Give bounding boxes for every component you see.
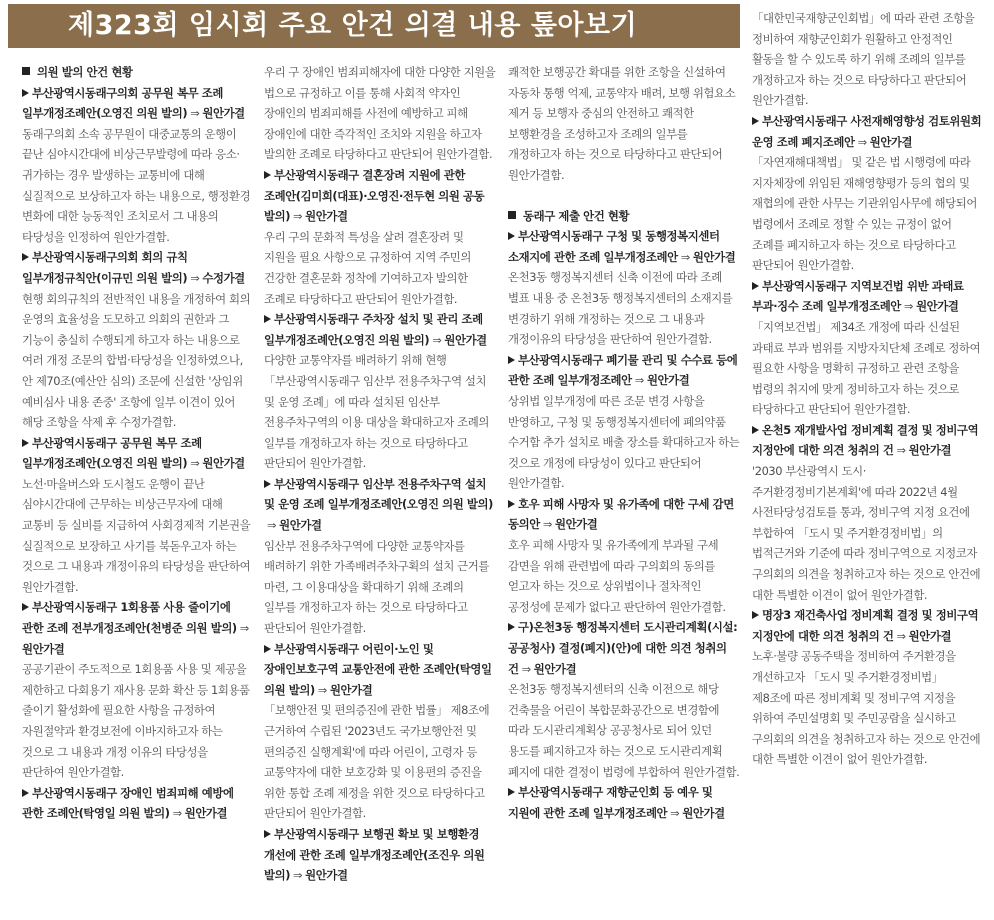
triangle-bullet-icon [22, 253, 29, 261]
agenda-item [22, 433, 252, 474]
agenda-result: 원안가결 [305, 209, 348, 224]
agenda-result: 원안가결 [444, 332, 487, 347]
right-arrow-icon: ⇒ [680, 249, 690, 264]
triangle-bullet-icon [22, 789, 29, 797]
agenda-body: 현행 회의규칙의 전반적인 내용을 개정하여 회의 운영의 효율성을 도모하고 의회의 권한과 그 기능이 충실히 수행되게 하고자 하는 내용으로 여러 개정 조문의 합법·타당성을 인정하였으나, 안 제70조(예산안 심의) 조문에 신설한 '상임위 예비심사 내용 존중' 조항에 일부 이견이 있어 해당 조항을 삭제 후 수정가결함. [22, 291, 251, 430]
triangle-bullet-icon [22, 89, 29, 97]
title-banner [8, 4, 740, 48]
agenda-title: 부산광역시동래구 폐기물 관리 및 수수료 등에 관한 조례 일부개정조례안 [508, 352, 738, 388]
agenda-title: 부산광역시동래구 1회용품 사용 줄이기에 관한 조례 전부개정조례안(천병준 의원 발의) [22, 600, 237, 636]
agenda-title: 호우 피해 사망자 및 유가족에 대한 구세 감면 동의안 [508, 496, 734, 532]
triangle-bullet-icon [264, 645, 271, 653]
right-arrow-icon: ⇒ [190, 270, 200, 285]
page-title: 제323회 임시회 주요 안건 의결 내용 톺아보기 [68, 10, 638, 41]
agenda-item [752, 420, 984, 461]
agenda-body: 우리 구 장애인 범죄피해자에 대한 다양한 지원을 법으로 규정하고 이를 통해 사회적 약자인 장애인의 범죄피해를 사전에 예방하고 피해 장애인에 대한 즉각적인 조치와 지원을 하고자 발의한 조례로 타당하다고 판단되어 원안가결함. [264, 65, 496, 162]
agenda-title: 부산광역시동래구 구청 및 동행정복지센터 소재지에 관한 조례 일부개정조례안 [508, 229, 720, 264]
agenda-body: 호우 피해 사망자 및 유가족에게 부과될 구세 감면을 위해 관련법에 따라 구의회의 동의를 얻고자 하는 것으로 상위법이나 절차적인 공정성에 문제가 없다고 판단하여 원안가결함. [508, 538, 726, 614]
agenda-result: 원안가결 [305, 868, 348, 883]
column-2 [264, 62, 496, 886]
agenda-body: 다양한 교통약자를 배려하기 위해 현행 「부산광역시동래구 임산부 전용주차구역 설치 및 운영 조례」에 따라 설치된 임산부 전용주차구역의 이용 대상을 확대하고자 조례의 일부를 개정하고자 하는 것으로 타당하다고 판단되어 원안가결함. [264, 353, 489, 471]
agenda-title: 부산광역시동래구의회 공무원 복무 조례 일부개정조례안(오영진 의원 발의) [22, 85, 223, 121]
agenda-result: 원안가결 [533, 661, 577, 676]
triangle-bullet-icon [264, 830, 271, 838]
agenda-item [508, 494, 740, 535]
right-arrow-icon: ⇒ [896, 628, 906, 643]
triangle-bullet-icon [22, 439, 29, 447]
agenda-body: '2030 부산광역시 도시·주거환경정비기본계획'에 따라 2022년 4월 사전타당성검토를 통과, 정비구역 지정 요건에 부합하여 「도시 및 주거환경정비법」의 법적근거와 기준에 따라 정비구역으로 지정코자 구의회의 의견을 청취하고자 하는 것으로 안건에 대한 특별한 이견이 없어 원안가결함. [752, 464, 981, 602]
agenda-result: 원안가결 [554, 517, 598, 532]
agenda-result: 원안가결 [279, 518, 322, 533]
agenda-item [508, 617, 740, 679]
agenda-item [264, 309, 496, 350]
agenda-body: 「대한민국재향군인회법」에 따라 관련 조항을 정비하여 재향군인회가 원활하고 안정적인 활동을 할 수 있도록 하기 위해 조례의 일부를 개정하고자 하는 것으로 타당하다고 판단되어 원안가결함. [752, 11, 975, 108]
agenda-body: 온천3동 행정복지센터의 신축 이전으로 해당 건축물을 어린이 복합문화공간으로 변경함에 따라 도시관리계획상 공공청사로 되어 있던 용도를 폐지하고자 하는 것으로 도시관리계획 폐지에 대한 결정이 법령에 부합하여 원안가결함. [508, 682, 740, 779]
right-arrow-icon: ⇒ [670, 805, 680, 820]
triangle-bullet-icon [22, 603, 29, 611]
agenda-result: 원안가결 [329, 682, 373, 697]
agenda-title: 부산광역시동래구 주차장 설치 및 관리 조례 일부개정조례안(오영진 의원 발의) [264, 312, 483, 347]
right-arrow-icon: ⇒ [317, 682, 327, 697]
agenda-body: 「자연재해대책법」 및 같은 법 시행령에 따라 지자체장에 위임된 재해영향평가 등의 협의 및 재협의에 관한 사무는 기관위임사무에 해당되어 법령에서 조례로 정할 수 있는 규정이 없어 조례를 폐지하고자 하는 것으로 타당하다고 판단되어 원안가결함. [752, 155, 977, 273]
triangle-bullet-icon [508, 356, 515, 364]
agenda-item [264, 639, 496, 701]
agenda-title: 부산광역시동래구 임산부 전용주차구역 설치 및 운영 조례 일부개정조례안(오영진 의원 발의) [264, 476, 493, 512]
right-arrow-icon: ⇒ [239, 621, 249, 636]
right-arrow-icon: ⇒ [432, 332, 442, 347]
triangle-bullet-icon [508, 623, 515, 631]
agenda-item [22, 83, 252, 124]
agenda-result: 원안가결 [22, 641, 65, 656]
agenda-body: 쾌적한 보행공간 확대를 위한 조항을 신설하여 자동차 통행 억제, 교통약자 배려, 보행 위험요소 제거 등 보행자 중심의 안전하고 쾌적한 보행환경을 조성하고자 조례의 일부를 개정하고자 하는 것으로 타당하다고 판단되어 원안가결함. [508, 65, 736, 182]
agenda-item [22, 597, 252, 659]
triangle-bullet-icon [752, 611, 759, 619]
agenda-item [264, 165, 496, 227]
right-arrow-icon: ⇒ [521, 661, 531, 676]
right-arrow-icon: ⇒ [634, 373, 644, 388]
agenda-result: 원안가결 [646, 373, 690, 388]
agenda-item [752, 111, 984, 152]
right-arrow-icon: ⇒ [267, 518, 277, 533]
right-arrow-icon: ⇒ [857, 134, 867, 149]
triangle-bullet-icon [264, 171, 271, 179]
agenda-title: 부산광역시동래구 재향군인회 등 예우 및 지원에 관한 조례 일부개정조례안 [508, 785, 713, 820]
agenda-title: 온천5 재개발사업 정비계획 결정 및 정비구역 지정안에 대한 의견 청취의 건 [752, 422, 979, 458]
right-arrow-icon: ⇒ [896, 443, 906, 458]
agenda-title: 부산광역시동래구 장애인 범죄피해 예방에 관한 조례안(탁영일 의원 발의) [22, 785, 234, 821]
agenda-title: 부산광역시동래구의회 회의 규칙 일부개정규칙안(이규민 의원 발의) [22, 250, 188, 285]
triangle-bullet-icon [264, 315, 271, 323]
agenda-title: 부산광역시동래구 보행권 확보 및 보행환경 개선에 관한 조례 일부개정조례안(조진우 의원 발의) [264, 826, 485, 883]
agenda-item [264, 474, 496, 536]
right-arrow-icon: ⇒ [293, 209, 303, 224]
agenda-title: 부산광역시동래구 공무원 복무 조례 일부개정조례안(오영진 의원 발의) [22, 435, 202, 471]
agenda-title: 부산광역시동래구 지역보건법 위반 과태료 부과·징수 조례 일부개정조례안 [752, 278, 964, 314]
triangle-bullet-icon [752, 117, 759, 125]
square-bullet-icon [22, 67, 30, 75]
agenda-title: 명장3 재건축사업 정비계획 결정 및 정비구역 지정안에 대한 의견 청취의 건 [752, 608, 979, 643]
agenda-body: 온천3동 행정복지센터 신축 이전에 따라 조례 별표 내용 중 온천3동 행정복지센터의 소재지를 변경하기 위해 개정하는 것으로 그 내용과 개정이유의 타당성을 판단하여 원안가결함. [508, 270, 733, 347]
right-arrow-icon: ⇒ [172, 806, 182, 821]
triangle-bullet-icon [264, 480, 271, 488]
agenda-title: 부산광역시동래구 결혼장려 지원에 관한 조례안(김미희(대표)·오영진·전두현 의원 공동 발의) [264, 167, 485, 224]
column-3 [508, 62, 740, 823]
agenda-title: 부산광역시동래구 어린이·노인 및 장애인보호구역 교통안전에 관한 조례안(탁영일 의원 발의) [264, 641, 492, 697]
agenda-result: 원안가결 [682, 805, 725, 820]
triangle-bullet-icon [508, 500, 515, 508]
agenda-result: 원안가결 [692, 249, 736, 264]
agenda-body: 노후·불량 공동주택을 정비하여 주거환경을 개선하고자 「도시 및 주거환경정비법」 제8조에 따른 정비계획 및 정비구역 지정을 위하여 주민설명회 및 주민공람을 실시하고 구의회의 의견을 청취하고자 하는 것으로 안건에 대한 특별한 이견이 없어 원안가결함. [752, 649, 981, 767]
agenda-result: 원안가결 [908, 443, 952, 458]
right-arrow-icon: ⇒ [903, 299, 914, 314]
section-heading-district: 동래구 제출 안건 현황 [508, 206, 740, 227]
agenda-item [752, 276, 984, 317]
triangle-bullet-icon [508, 232, 515, 240]
right-arrow-icon: ⇒ [293, 868, 303, 883]
agenda-item [264, 824, 496, 886]
agenda-title: 부산광역시동래구 사전재해영향성 검토위원회 운영 조례 폐지조례안 [752, 113, 982, 149]
agenda-result: 수정가결 [202, 270, 245, 285]
agenda-body: 상위법 일부개정에 따른 조문 변경 사항을 반영하고, 구청 및 동행정복지센터에 폐의약품 수거함 추가 설치로 배출 장소를 확대하고자 하는 것으로 개정에 타당성이 있다고 판단되어 원안가결함. [508, 393, 740, 491]
agenda-result: 원안가결 [184, 806, 228, 821]
agenda-body: 공공기관이 주도적으로 1회용품 사용 및 제공을 제한하고 다회용기 재사용 문화 확산 등 1회용품 줄이기 활성화에 필요한 사항을 규정하여 자원절약과 환경보전에 이바지하고자 하는 것으로 그 내용과 개정 이유의 타당성을 판단하여 원안가결함. [22, 662, 250, 780]
agenda-body: 임산부 전용주차구역에 다양한 교통약자를 배려하기 위한 가족배려주차구획의 설치 근거를 마련, 그 이용대상을 확대하기 위해 조례의 일부를 개정하고자 하는 것으로 타당하다고 판단되어 원안가결함. [264, 538, 489, 636]
agenda-body: 우리 구의 문화적 특성을 살려 결혼장려 및 지원을 필요 사항으로 규정하여 지역 주민의 건강한 결혼문화 정착에 기여하고자 발의한 조례로 타당하다고 판단되어 원안가결함. [264, 229, 471, 306]
column-1 [22, 62, 252, 824]
column-4 [752, 8, 984, 770]
agenda-result: 원안가결 [202, 456, 245, 471]
triangle-bullet-icon [752, 426, 759, 434]
square-bullet-icon [508, 211, 516, 219]
agenda-item [22, 783, 252, 824]
agenda-result: 원안가결 [202, 106, 245, 121]
section-heading-council: 의원 발의 안건 현황 [22, 62, 252, 83]
agenda-item [508, 782, 740, 823]
agenda-result: 원안가결 [908, 628, 952, 643]
right-arrow-icon: ⇒ [190, 106, 200, 121]
agenda-title: 구)온천3동 행정복지센터 도시관리계획(시설:공공청사) 결정(폐지)(안)에 대한 의견 청취의 건 [508, 620, 738, 676]
agenda-item [508, 226, 740, 267]
agenda-body: 노선·마을버스와 도시철도 운행이 끝난 심야시간대에 근무하는 비상근무자에 대해 교통비 등 실비를 지급하여 사회경제적 기본권을 실질적으로 보장하고 사기를 북돋우고자 하는 것으로 그 내용과 개정이유의 타당성을 판단하여 원안가결함. [22, 476, 251, 594]
agenda-body: 「지역보건법」 제34조 개정에 따라 신설된 과태료 부과 범위를 지방자치단체 조례로 정하여 필요한 사항을 명확히 규정하고 관련 조항을 법령의 취지에 맞게 정비하고자 하는 것으로 타당하다고 판단되어 원안가결함. [752, 319, 981, 417]
agenda-body: 「보행안전 및 편의증진에 관한 법률」 제8조에 근거하여 수립된 '2023년도 국가보행안전 및 편의증진 실행계획'에 따라 어린이, 고령자 등 교통약자에 대한 보호강화 및 이용편의 증진을 위한 통합 조례 제정을 위한 것으로 타당하다고 판단되어 원안가결함. [264, 703, 490, 821]
agenda-item [22, 247, 252, 288]
agenda-result: 원안가결 [869, 134, 913, 149]
triangle-bullet-icon [752, 282, 759, 290]
section-gap [508, 186, 740, 206]
right-arrow-icon: ⇒ [542, 517, 552, 532]
right-arrow-icon: ⇒ [190, 456, 200, 471]
triangle-bullet-icon [508, 788, 515, 796]
agenda-result: 원안가결 [916, 299, 959, 314]
agenda-item [752, 605, 984, 646]
agenda-body: 동래구의회 소속 공무원이 대중교통의 운행이 끝난 심야시간대에 비상근무발령에 따라 응소·귀가하는 경우 발생하는 교통비에 대해 실질적으로 보상하고자 하는 내용으로, 행정환경 변화에 대한 능동적인 조치로서 그 내용의 타당성을 인정하여 원안가결함. [22, 126, 251, 244]
agenda-item [508, 350, 740, 391]
